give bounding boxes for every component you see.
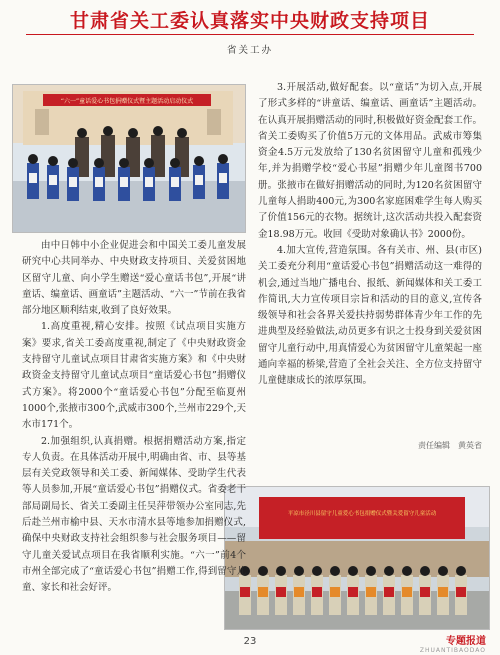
section-2-paragraph: 2.加强组织,认真捐赠。根据捐赠活动方案,指定专人负责。在具体活动开展中,明确由省、市、县等基层有关党政领导和关工委、新闻媒体、受助学生代表等人员参加,开展“童话爱心书包”捐赠仪式。省委老干部局副局长、省关工委副主任吴萍带领办公室同志,先后赴兰州市榆中县、天水市清水县等地参加捐赠仪式,确保中央财政支持社会组织参与社会服务项目——留守儿童关爱试点项目在我省顺利实施。“六一”前4个市州全部完成了“童话爱心书包”捐赠工作,得到留守儿童、家长和社会好评。 xyxy=(22,435,246,594)
section-3-paragraph: 3.开展活动,做好配套。以“童话”为切入点,开展了形式多样的“讲童话、编童话、画童话”主题活动。在认真开展捐赠活动的同时,积极做好资金配套工作。省关工委购买了价值5万元的文体用品。武威市筹集资金4.5万元发放给了130名贫困留守儿童和孤残少年,并为捐赠学校“爱心书屋”捐赠少年儿童图书700册。张掖市在做好捐赠活动的同时,为120名贫困留守儿童每人捐助400元,为300名家庭困难学生每人购买了价值156元的衣物。据统计,这次活动共投入配套资金18.98万元。收回《受助对象确认书》2000份。 xyxy=(258,82,482,240)
left-text-column xyxy=(22,238,246,597)
ceremony-photo-top xyxy=(12,84,246,233)
bottom-banner-text: 平凉市泾川县留守儿童爱心书包捐赠仪式暨关爱留守儿童活动 xyxy=(287,511,437,517)
page-number: 23 xyxy=(243,636,257,647)
section-4-paragraph: 4.加大宣传,营造氛围。各有关市、州、县(市区)关工委充分利用“童话爱心书包”捐赠活动这一难得的机会,通过当地广播电台、报纸、新闻媒体和关工委工作简讯,大力宣传项目宗旨和活动的目的意义,宣传各级领导和社会各界关爱扶持弱势群体青少年工作的先进典型及经验做法,动员更多有识之士投身到关爱贫困留守儿童行动中,用真情爱心为贫困留守儿童架起一座通向幸福的桥梁,营造了全社会关注、全方位支持留守儿童健康成长的浓厚氛围。 xyxy=(258,244,482,387)
right-text-column xyxy=(258,80,482,390)
intro-paragraph: 由中日韩中小企业促进会和中国关工委儿童发展研究中心共同举办、中央财政支持项目、关爱贫困地区留守儿童、向小学生赠送“爱心童话书包”,开展“讲童话、编童话、画童话”主题活动、“六一”节前在我省部分地区顺利结束,收到了良好效果。 xyxy=(22,240,246,317)
top-banner-text: “六一”童话爱心书包捐赠仪式暨主题活动启动仪式 xyxy=(60,98,194,105)
section-1-paragraph: 1.高度重视,精心安排。按照《试点项目实施方案》要求,省关工委高度重视,制定了《中央财政资金支持留守儿童试点项目甘肃省实施方案》和《中央财政资金支持留守儿童试点项目“童话爱心书包”捐赠仪式方案》。将2000个“童话爱心书包”分配至临夏州1000个,张掖市300个,武威市300个,兰州市229个,天水市171个。 xyxy=(22,321,246,431)
ceremony-photo-bottom xyxy=(224,486,490,630)
section-tag-pinyin: ZHUANTIBAODAO xyxy=(419,647,486,654)
section-tag xyxy=(420,632,486,654)
editor-credit: 责任编辑 黄英省 xyxy=(418,441,482,450)
section-tag-cn: 专题报道 xyxy=(446,636,486,647)
article-title: 甘肃省关工委认真落实中央财政支持项目 xyxy=(69,10,430,32)
article-byline: 省关工办 xyxy=(226,45,273,56)
title-divider xyxy=(26,34,474,35)
